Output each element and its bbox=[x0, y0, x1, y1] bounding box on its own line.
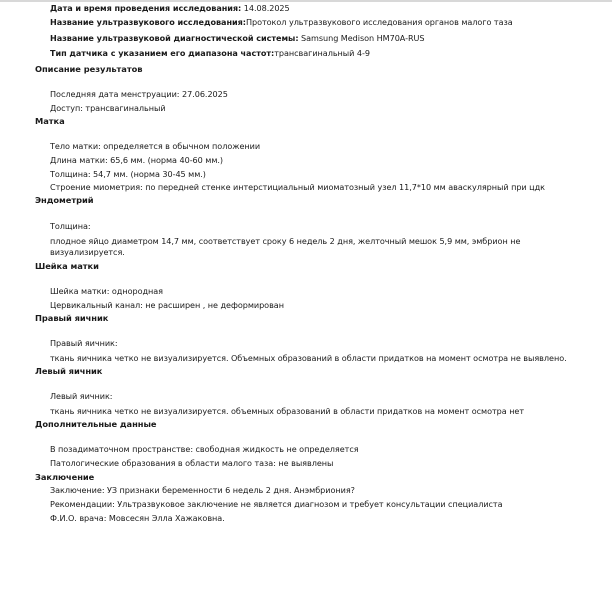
exam-name-row bbox=[50, 17, 513, 28]
conclusion-heading: Заключение bbox=[35, 472, 95, 482]
conclusion-text: Заключение: УЗ признаки беременности 6 недель 2 дня. Анэмбриония? bbox=[50, 485, 355, 495]
cervical-canal: Цервикальный канал: не расширен , не деформирован bbox=[50, 300, 284, 310]
cervix-heading: Шейка матки bbox=[35, 261, 99, 271]
system-value: Samsung Medison HM70A-RUS bbox=[298, 33, 425, 43]
right-ovary-text: ткань яичника четко не визуализируется. Объемных образований в области придатков на момент осмотра не выявлено. bbox=[50, 353, 567, 363]
probe-row bbox=[50, 48, 370, 59]
exam-date-row bbox=[50, 3, 290, 14]
exam-name-label: Название ультразвукового исследования: bbox=[50, 17, 246, 27]
results-heading: Описание результатов bbox=[35, 64, 143, 74]
uterus-thickness: Толщина: 54,7 мм. (норма 30-45 мм.) bbox=[50, 169, 206, 179]
system-row bbox=[50, 33, 425, 44]
uterus-body: Тело матки: определяется в обычном положении bbox=[50, 141, 261, 151]
left-ovary-text: ткань яичника четко не визуализируется. объемных образований в области придатков на момент осмотра нет bbox=[50, 406, 525, 416]
endometrium-text: плодное яйцо диаметром 14,7 мм, соответствует сроку 6 недель 2 дня, желточный мешок 5,9 мм, эмбрион не визуализируется. bbox=[50, 236, 521, 257]
exam-date-value: 14.08.2025 bbox=[241, 3, 290, 13]
retrouterine-space: В позадиматочном пространстве: свободная жидкость не определяется bbox=[50, 444, 359, 454]
myometrium: Строение миометрия: по передней стенке интерстициальный миоматозный узел 11,7*10 мм аваскулярный при цдк bbox=[50, 182, 545, 192]
recommendations: Рекомендации: Ультразвуковое заключение не является диагнозом и требует консультации специалиста bbox=[50, 499, 503, 509]
probe-value: трансвагинальный 4-9 bbox=[274, 48, 370, 58]
access: Доступ: трансвагинальный bbox=[50, 103, 166, 113]
uterus-length: Длина матки: 65,6 мм. (норма 40-60 мм.) bbox=[50, 155, 224, 165]
right-ovary-label: Правый яичник: bbox=[50, 338, 118, 348]
exam-name-value: Протокол ультразвукового исследования органов малого таза bbox=[245, 17, 513, 27]
exam-date-label: Дата и время проведения исследования: bbox=[50, 3, 242, 13]
left-ovary-heading: Левый яичник bbox=[35, 366, 103, 376]
probe-label: Тип датчика с указанием его диапазона частот: bbox=[50, 48, 275, 58]
system-label: Название ультразвуковой диагностической системы: bbox=[50, 33, 299, 43]
right-ovary-heading: Правый яичник bbox=[35, 313, 109, 323]
endometrium-thickness-label: Толщина: bbox=[50, 221, 91, 231]
doctor-name: Ф.И.О. врача: Мовсесян Элла Хажаковна. bbox=[50, 513, 225, 523]
cervix-neck: Шейка матки: однородная bbox=[50, 286, 163, 296]
additional-heading: Дополнительные данные bbox=[35, 419, 157, 429]
last-menstruation: Последняя дата менструации: 27.06.2025 bbox=[50, 89, 228, 99]
uterus-heading: Матка bbox=[35, 116, 65, 126]
endometrium-heading: Эндометрий bbox=[35, 195, 94, 205]
top-rule bbox=[0, 0, 612, 2]
pelvic-pathology: Патологические образования в области малого таза: не выявлены bbox=[50, 458, 334, 468]
left-ovary-label: Левый яичник: bbox=[50, 391, 113, 401]
